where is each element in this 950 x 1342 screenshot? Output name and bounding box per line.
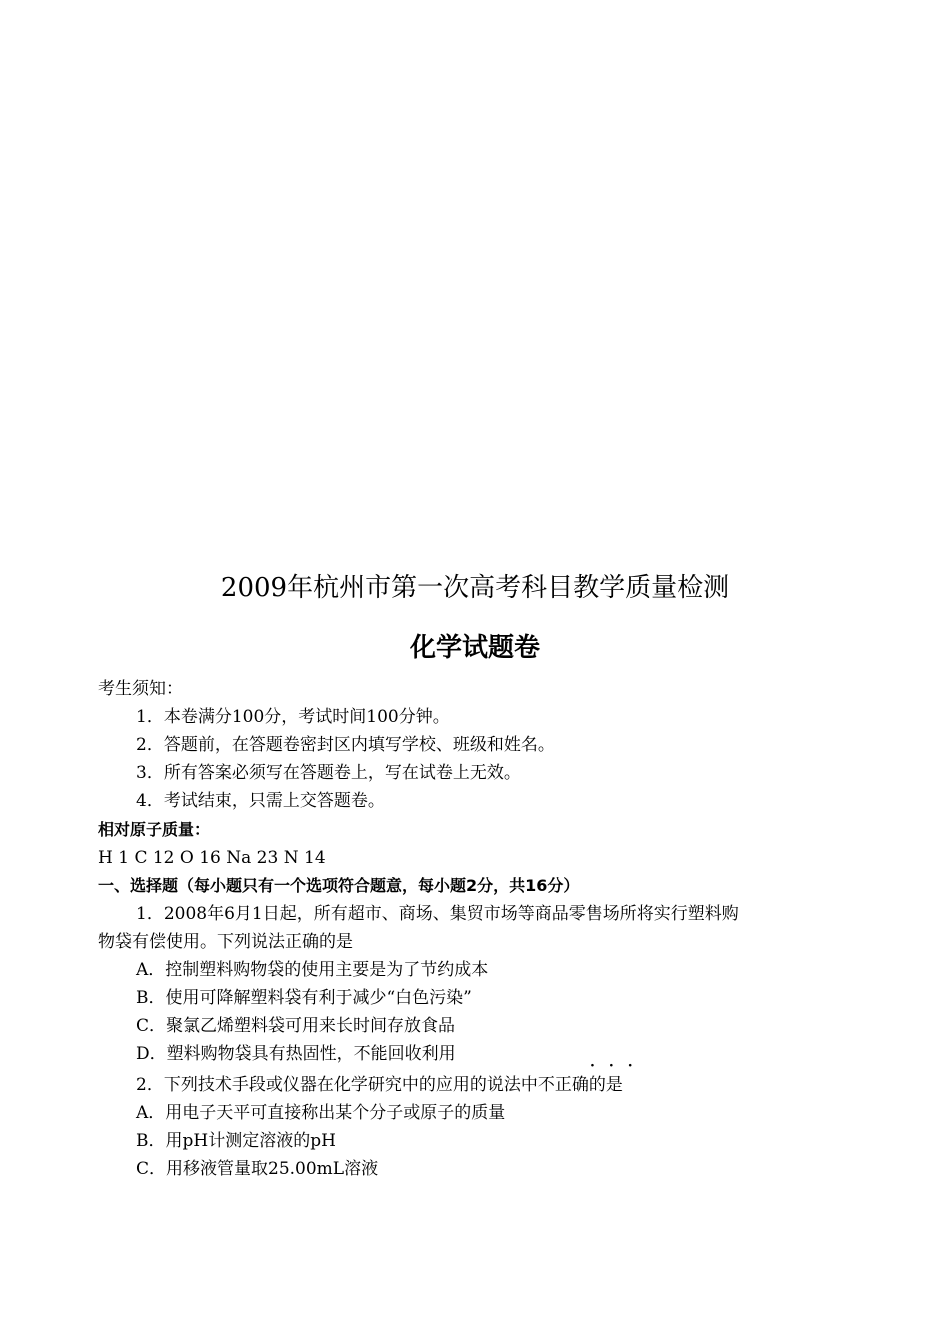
question-1-option-b: B．使用可降解塑料袋有利于减少“白色污染” — [136, 988, 472, 1008]
question-1-option-c: C．聚氯乙烯塑料袋可用来长时间存放食品 — [136, 1016, 456, 1036]
question-2-option-b: B．用pH计测定溶液的pH — [136, 1131, 336, 1151]
atomic-mass-values: H 1 C 12 O 16 Na 23 N 14 — [98, 848, 326, 868]
notice-heading: 考生须知： — [98, 679, 183, 699]
question-2-option-a: A．用电子天平可直接称出某个分子或原子的质量 — [136, 1103, 506, 1123]
atomic-mass-heading: 相对原子质量： — [98, 820, 211, 839]
exam-subtitle: 化学试题卷 — [409, 633, 540, 663]
question-1-stem-line2: 物袋有偿使用。下列说法正确的是 — [98, 932, 353, 952]
question-2-option-c: C．用移液管量取25.00mL溶液 — [136, 1159, 379, 1179]
question-1-stem-line1: 1．2008年6月1日起，所有超市、商场、集贸市场等商品零售场所将实行塑料购 — [136, 904, 739, 924]
emphasis-dots: ··· — [590, 1058, 647, 1074]
notice-item: 2．答题前，在答题卷密封区内填写学校、班级和姓名。 — [136, 735, 555, 755]
notice-item: 4．考试结束，只需上交答题卷。 — [136, 791, 385, 811]
question-1-option-d: D．塑料购物袋具有热固性，不能回收利用 — [136, 1044, 456, 1064]
exam-title: 2009年杭州市第一次高考科目教学质量检测 — [220, 573, 730, 603]
notice-item: 1．本卷满分100分，考试时间100分钟。 — [136, 707, 450, 727]
notice-item: 3．所有答案必须写在答题卷上，写在试卷上无效。 — [136, 763, 521, 783]
section-heading: 一、选择题（每小题只有一个选项符合题意，每小题2分，共16分） — [98, 876, 580, 895]
question-2-stem: 2．下列技术手段或仪器在化学研究中的应用的说法中不正确的是 — [136, 1075, 623, 1095]
question-1-option-a: A．控制塑料购物袋的使用主要是为了节约成本 — [136, 960, 489, 980]
